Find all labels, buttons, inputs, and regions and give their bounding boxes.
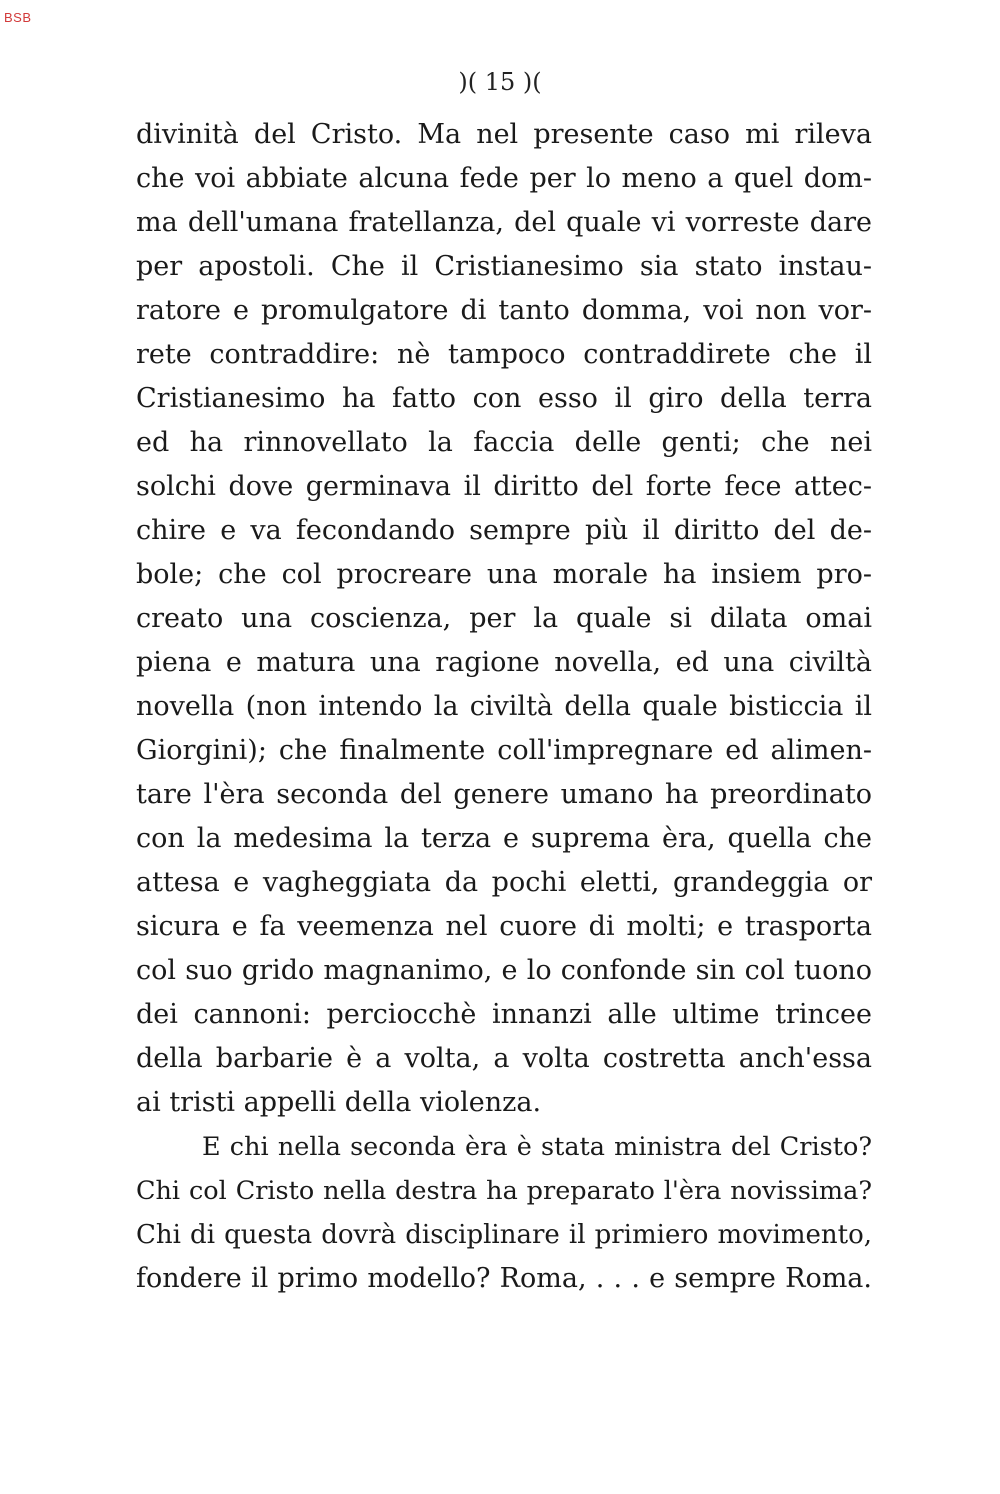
text-line: piena e matura una ragione novella, ed una civiltà: [136, 647, 872, 678]
text-line: creato una coscienza, per la quale si dilata omai: [136, 603, 872, 634]
text-line: ai tristi appelli della violenza.: [136, 1087, 542, 1118]
paragraph-1: [136, 113, 872, 1125]
paragraph-2: [136, 1125, 872, 1301]
text-line: per apostoli. Che il Cristianesimo sia stato instau-: [136, 251, 872, 282]
text-line: novella (non intendo la civiltà della quale bisticcia il: [136, 691, 872, 722]
text-line: Cristianesimo ha fatto con esso il giro della terra: [136, 383, 872, 414]
body-text: [136, 113, 872, 1301]
text-line: sicura e fa veemenza nel cuore di molti; e trasporta: [136, 911, 872, 942]
page-number: )( 15 )(: [458, 68, 542, 96]
text-line: solchi dove germinava il diritto del forte fece attec-: [136, 471, 872, 502]
text-line: Chi col Cristo nella destra ha preparato l'èra novissima?: [136, 1176, 872, 1206]
text-line: ratore e promulgatore di tanto domma, voi non vor-: [136, 295, 872, 326]
library-watermark: BSB: [4, 10, 32, 25]
text-line: ed ha rinnovellato la faccia delle genti; che nei: [136, 427, 872, 458]
text-line: chire e va fecondando sempre più il diritto del de-: [136, 515, 872, 546]
text-line: Chi di questa dovrà disciplinare il primiero movimento,: [136, 1220, 872, 1250]
text-line: ma dell'umana fratellanza, del quale vi vorreste dare: [136, 207, 872, 238]
text-line: col suo grido magnanimo, e lo confonde sin col tuono: [136, 955, 872, 986]
text-line: divinità del Cristo. Ma nel presente caso mi rileva: [136, 119, 872, 150]
text-line: tare l'èra seconda del genere umano ha preordinato: [136, 779, 872, 810]
text-line: che voi abbiate alcuna fede per lo meno a quel dom-: [136, 163, 872, 194]
text-line: attesa e vagheggiata da pochi eletti, grandeggia or: [136, 867, 872, 898]
text-line: Giorgini); che finalmente coll'impregnare ed alimen-: [136, 735, 872, 766]
text-line: E chi nella seconda èra è stata ministra del Cristo?: [202, 1132, 872, 1162]
text-line: fondere il primo modello? Roma, . . . e sempre Roma.: [136, 1263, 872, 1294]
text-line: bole; che col procreare una morale ha insiem pro-: [136, 559, 872, 590]
text-line: della barbarie è a volta, a volta costretta anch'essa: [136, 1043, 872, 1074]
text-line: con la medesima la terza e suprema èra, quella che: [136, 823, 872, 854]
text-line: rete contraddire: nè tampoco contraddirete che il: [136, 339, 872, 370]
text-line: dei cannoni: perciocchè innanzi alle ultime trincee: [136, 999, 872, 1030]
